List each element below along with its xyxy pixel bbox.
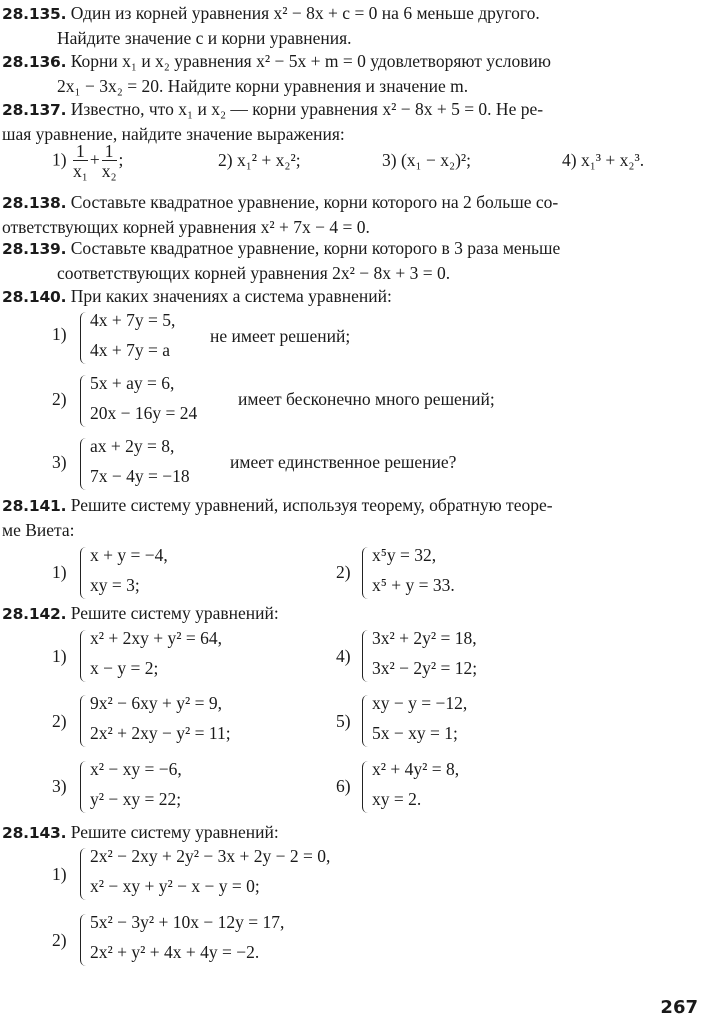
equation-system xyxy=(80,693,300,749)
problem-number: 28.137. xyxy=(2,101,67,119)
problem-text-line: соответствующих корней уравнения 2x² − 8x + 3 = 0. xyxy=(57,263,451,283)
problem-text-line: При каких значениях a система уравнений: xyxy=(70,286,392,306)
option-4: 4) x₁³ + x₂³. xyxy=(562,150,645,170)
system-label: 1) xyxy=(52,864,67,884)
equation: 2x² + 2xy − y² = 11; xyxy=(90,723,231,743)
denominator: x₂ xyxy=(101,161,117,181)
equation: x² + 4y² = 8, xyxy=(372,759,460,779)
system-condition: имеет бесконечно много решений; xyxy=(238,389,495,409)
equation: 3x² + 2y² = 18, xyxy=(372,628,477,648)
brace-icon xyxy=(80,848,89,900)
semicolon: ; xyxy=(118,149,124,170)
equation: xy = 3; xyxy=(90,575,140,595)
problem-text-line: Решите систему уравнений: xyxy=(70,603,279,623)
denominator: x₁ xyxy=(72,161,88,181)
problem-28-143 xyxy=(2,820,706,845)
equation: 9x² − 6xy + y² = 9, xyxy=(90,693,222,713)
equation: x² + 2xy + y² = 64, xyxy=(90,628,222,648)
problem-28-138 xyxy=(2,190,706,239)
problem-text-line: ме Виета: xyxy=(2,520,75,540)
system-label: 5) xyxy=(336,711,351,731)
equation-system xyxy=(80,628,300,684)
plus-sign: + xyxy=(89,149,100,170)
fraction xyxy=(102,142,117,181)
equation: 4x + 7y = 5, xyxy=(90,310,176,330)
equation: 3x² − 2y² = 12; xyxy=(372,658,478,678)
equation-system xyxy=(362,545,502,601)
problem-text-line: 2x₁ − 3x₂ = 20. Найдите корни уравнения и значение m. xyxy=(57,76,469,96)
equation-system xyxy=(362,628,542,684)
equation: ax + 2y = 8, xyxy=(90,436,175,456)
problem-28-136 xyxy=(2,49,706,98)
equation-system xyxy=(80,310,220,366)
equation: xy − y = −12, xyxy=(372,693,468,713)
problem-number: 28.140. xyxy=(2,288,67,306)
equation-system xyxy=(362,759,542,815)
equation: y² − xy = 22; xyxy=(90,789,182,809)
equation: x⁵ + y = 33. xyxy=(372,575,455,595)
option-2: 2) x₁² + x₂²; xyxy=(218,150,301,170)
equation-system xyxy=(80,912,380,968)
equation: x² − xy = −6, xyxy=(90,759,182,779)
numerator: 1 xyxy=(102,142,117,161)
equation: 5x² − 3y² + 10x − 12y = 17, xyxy=(90,912,285,932)
equation-system xyxy=(80,545,220,601)
problem-28-135 xyxy=(2,1,706,50)
problem-28-140 xyxy=(2,284,706,309)
problem-number: 28.142. xyxy=(2,605,67,623)
equation: x − y = 2; xyxy=(90,658,159,678)
option-label: 1) xyxy=(52,149,67,170)
problem-text-line: Решите систему уравнений: xyxy=(70,822,279,842)
problem-text-line: Составьте квадратное уравнение, корни которого на 2 больше со- xyxy=(70,192,559,212)
equation: 4x + 7y = a xyxy=(90,340,171,360)
equation-system xyxy=(80,436,230,492)
problem-28-139 xyxy=(2,236,706,285)
brace-icon xyxy=(80,630,89,682)
brace-icon xyxy=(80,695,89,747)
problem-text-line: шая уравнение, найдите значение выражения: xyxy=(2,124,345,144)
brace-icon xyxy=(362,547,371,599)
brace-icon xyxy=(80,761,89,813)
problem-number: 28.139. xyxy=(2,240,67,258)
problem-28-141 xyxy=(2,493,706,542)
system-label: 1) xyxy=(52,324,67,344)
problem-text-line: Корни x₁ и x₂ уравнения x² − 5x + m = 0 удовлетворяют условию xyxy=(70,51,551,71)
problem-number: 28.141. xyxy=(2,497,67,515)
equation: 20x − 16y = 24 xyxy=(90,403,198,423)
problem-number: 28.136. xyxy=(2,53,67,71)
brace-icon xyxy=(80,438,89,490)
problem-number: 28.143. xyxy=(2,824,67,842)
brace-icon xyxy=(362,695,371,747)
page-number: 267 xyxy=(660,997,698,1018)
system-label: 1) xyxy=(52,562,67,582)
system-label: 6) xyxy=(336,776,351,796)
equation: x⁵y = 32, xyxy=(372,545,437,565)
system-label: 2) xyxy=(52,389,67,409)
fraction xyxy=(73,142,88,181)
brace-icon xyxy=(80,375,89,427)
equation: xy = 2. xyxy=(372,789,422,809)
numerator: 1 xyxy=(73,142,88,161)
problem-text-line: Известно, что x₁ и x₂ — корни уравнения x² − 8x + 5 = 0. Не ре- xyxy=(70,99,544,119)
equation: x + y = −4, xyxy=(90,545,168,565)
option-3: 3) (x₁ − x₂)²; xyxy=(382,150,472,170)
system-label: 3) xyxy=(52,776,67,796)
problem-text-line: Составьте квадратное уравнение, корни которого в 3 раза меньше xyxy=(70,238,561,258)
brace-icon xyxy=(362,630,371,682)
system-label: 2) xyxy=(52,930,67,950)
problem-text-line: ответствующих корней уравнения x² + 7x − 4 = 0. xyxy=(2,217,370,237)
problem-number: 28.138. xyxy=(2,194,67,212)
system-label: 3) xyxy=(52,452,67,472)
equation: 7x − 4y = −18 xyxy=(90,466,190,486)
system-label: 2) xyxy=(336,562,351,582)
equation-system xyxy=(80,846,420,902)
problem-text-line: Найдите значение c и корни уравнения. xyxy=(57,28,352,48)
problem-text-line: Решите систему уравнений, используя теорему, обратную теоре- xyxy=(70,495,553,515)
problem-28-137 xyxy=(2,97,706,146)
option-1 xyxy=(52,142,123,181)
system-condition: не имеет решений; xyxy=(210,326,351,346)
system-label: 4) xyxy=(336,646,351,666)
equation: 2x² + y² + 4x + 4y = −2. xyxy=(90,942,260,962)
equation-system xyxy=(362,693,542,749)
brace-icon xyxy=(80,312,89,364)
equation: 2x² − 2xy + 2y² − 3x + 2y − 2 = 0, xyxy=(90,846,331,866)
problem-number: 28.135. xyxy=(2,5,67,23)
equation-system xyxy=(80,373,230,429)
brace-icon xyxy=(80,914,89,966)
system-label: 1) xyxy=(52,646,67,666)
equation: 5x − xy = 1; xyxy=(372,723,458,743)
brace-icon xyxy=(362,761,371,813)
problem-text-line: Один из корней уравнения x² − 8x + c = 0 на 6 меньше другого. xyxy=(70,3,540,23)
problem-28-142 xyxy=(2,601,706,626)
system-condition: имеет единственное решение? xyxy=(230,452,457,472)
brace-icon xyxy=(80,547,89,599)
equation: x² − xy + y² − x − y = 0; xyxy=(90,876,260,896)
equation: 5x + ay = 6, xyxy=(90,373,175,393)
equation-system xyxy=(80,759,300,815)
system-label: 2) xyxy=(52,711,67,731)
